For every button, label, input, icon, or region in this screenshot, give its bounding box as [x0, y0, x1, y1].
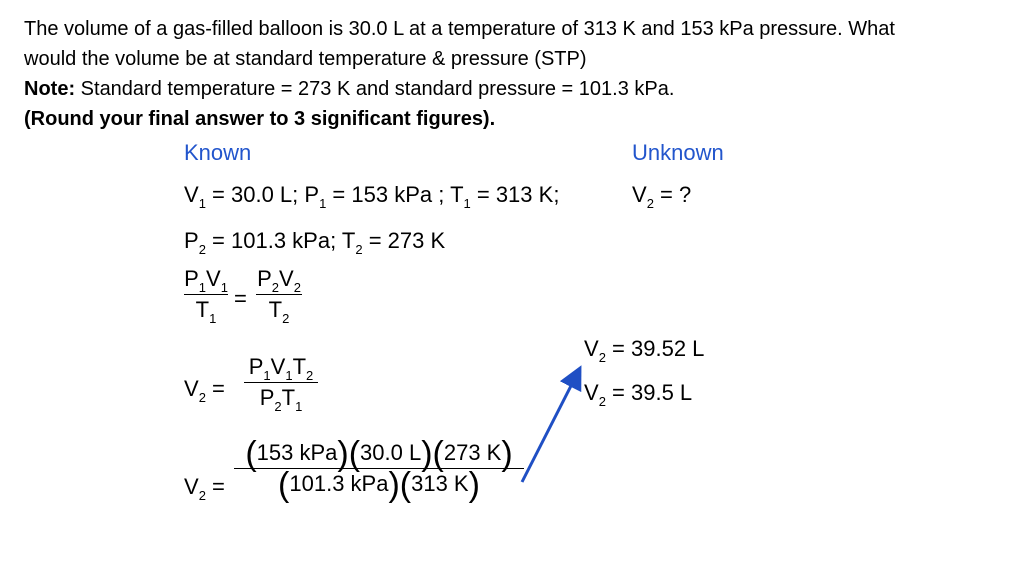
- problem-line-2: would the volume be at standard temperature & pressure (STP): [24, 48, 587, 70]
- known-line-2: $P_2 = 101.3$ kPa; $T_2 = 273$ K: [184, 228, 446, 257]
- problem-round-instruction: (Round your final answer to 3 significant figures).: [24, 108, 496, 130]
- result-unrounded: $V_2 = 39.52$ L: [584, 336, 705, 365]
- result-rounded: $V_2 = 39.5$ L: [584, 380, 693, 409]
- known-header: Known: [184, 140, 252, 165]
- problem-line-1: The volume of a gas-filled balloon is 30.0 L at a temperature of 313 K and 153 kPa pressure. What: [24, 18, 895, 40]
- unknown-v2: $V_2$ = ?: [632, 182, 692, 211]
- combined-law-right-fraction: $P_2V_2$ $T_2$: [257, 266, 301, 326]
- note-text: Standard temperature = 273 K and standard pressure = 101.3 kPa.: [75, 78, 675, 100]
- combined-law-left-fraction: $P_1V_1$ $T_1$: [184, 266, 228, 326]
- substituted-lhs: $V_2$ =: [184, 474, 225, 503]
- substituted-fraction: (153 kPa)(30.0 L)(273 K) (101.3 kPa)(313 K): [234, 440, 524, 497]
- note-label: Note:: [24, 78, 76, 100]
- combined-law-equals: =: [234, 286, 247, 311]
- unknown-header: Unknown: [632, 140, 724, 165]
- known-line-1: $V_1 = 30.0$ L; $P_1 = 153$ kPa ; $T_1 = 313$ K;: [184, 182, 560, 211]
- rearranged-fraction: $P_1V_1T_2$ $P_2T_1$: [244, 354, 318, 411]
- rearranged-lhs: $V_2$ =: [184, 376, 225, 405]
